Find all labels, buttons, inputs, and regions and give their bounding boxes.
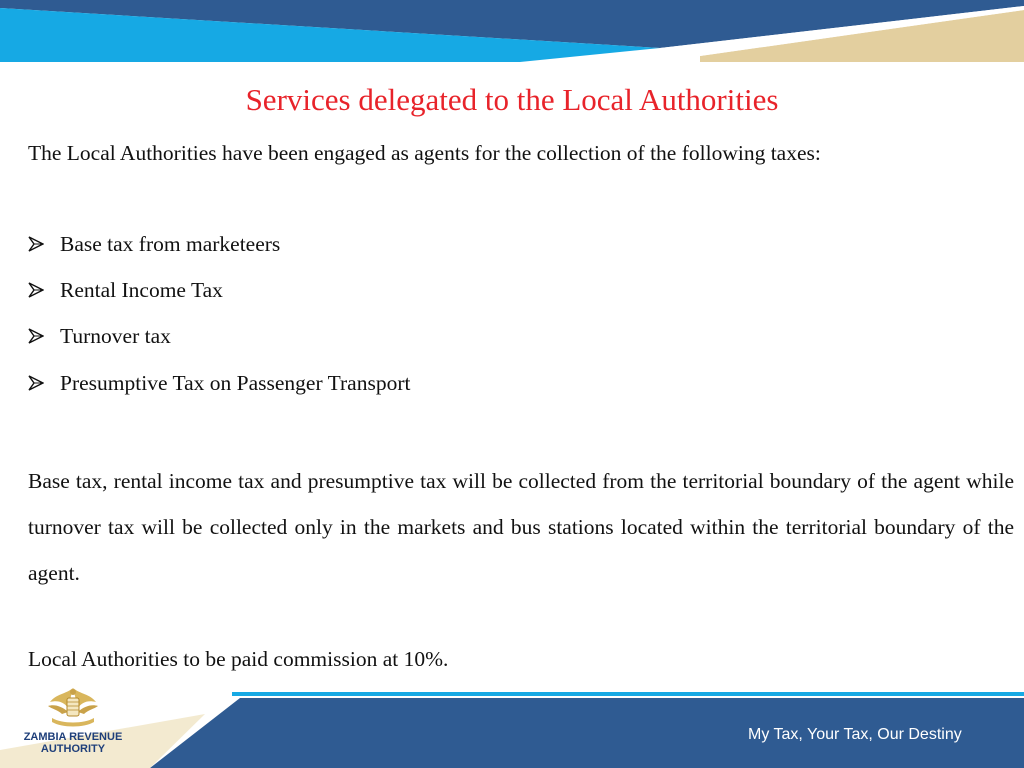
list-item-label: Rental Income Tax — [60, 278, 223, 303]
arrowhead-bullet-icon — [28, 229, 60, 259]
logo-line-1: ZAMBIA REVENUE — [23, 731, 123, 743]
list-item-label: Presumptive Tax on Passenger Transport — [60, 370, 411, 395]
slide-title: Services delegated to the Local Authorities — [245, 82, 779, 117]
list-item — [28, 368, 410, 414]
intro-text: The Local Authorities have been engaged as agents for the collection of the following taxes: — [28, 141, 821, 165]
list-item-label: Turnover tax — [60, 324, 171, 349]
arrowhead-bullet-icon — [28, 321, 60, 351]
arrowhead-bullet-icon — [28, 368, 60, 398]
tax-list — [28, 229, 410, 414]
zra-logo — [10, 684, 136, 766]
list-item-label: Base tax from marketeers — [60, 232, 281, 256]
list-item — [28, 229, 410, 275]
logo-line-2: AUTHORITY — [40, 743, 106, 755]
list-item — [28, 275, 410, 321]
commission-note: Local Authorities to be paid commission at 10%. — [28, 647, 449, 671]
logo-text — [24, 731, 123, 755]
top-banner — [0, 0, 1024, 62]
body-paragraph: Base tax, rental income tax and presumptive tax will be collected from the territorial boundary of the agent while turnover tax will be collected only in the markets and bus stations located within the territorial boundary of the agent. — [28, 469, 1014, 586]
arrowhead-bullet-icon — [28, 275, 60, 305]
footer-tagline: My Tax, Your Tax, Our Destiny — [748, 726, 962, 743]
list-item — [28, 321, 410, 367]
zra-emblem-icon — [38, 684, 108, 730]
